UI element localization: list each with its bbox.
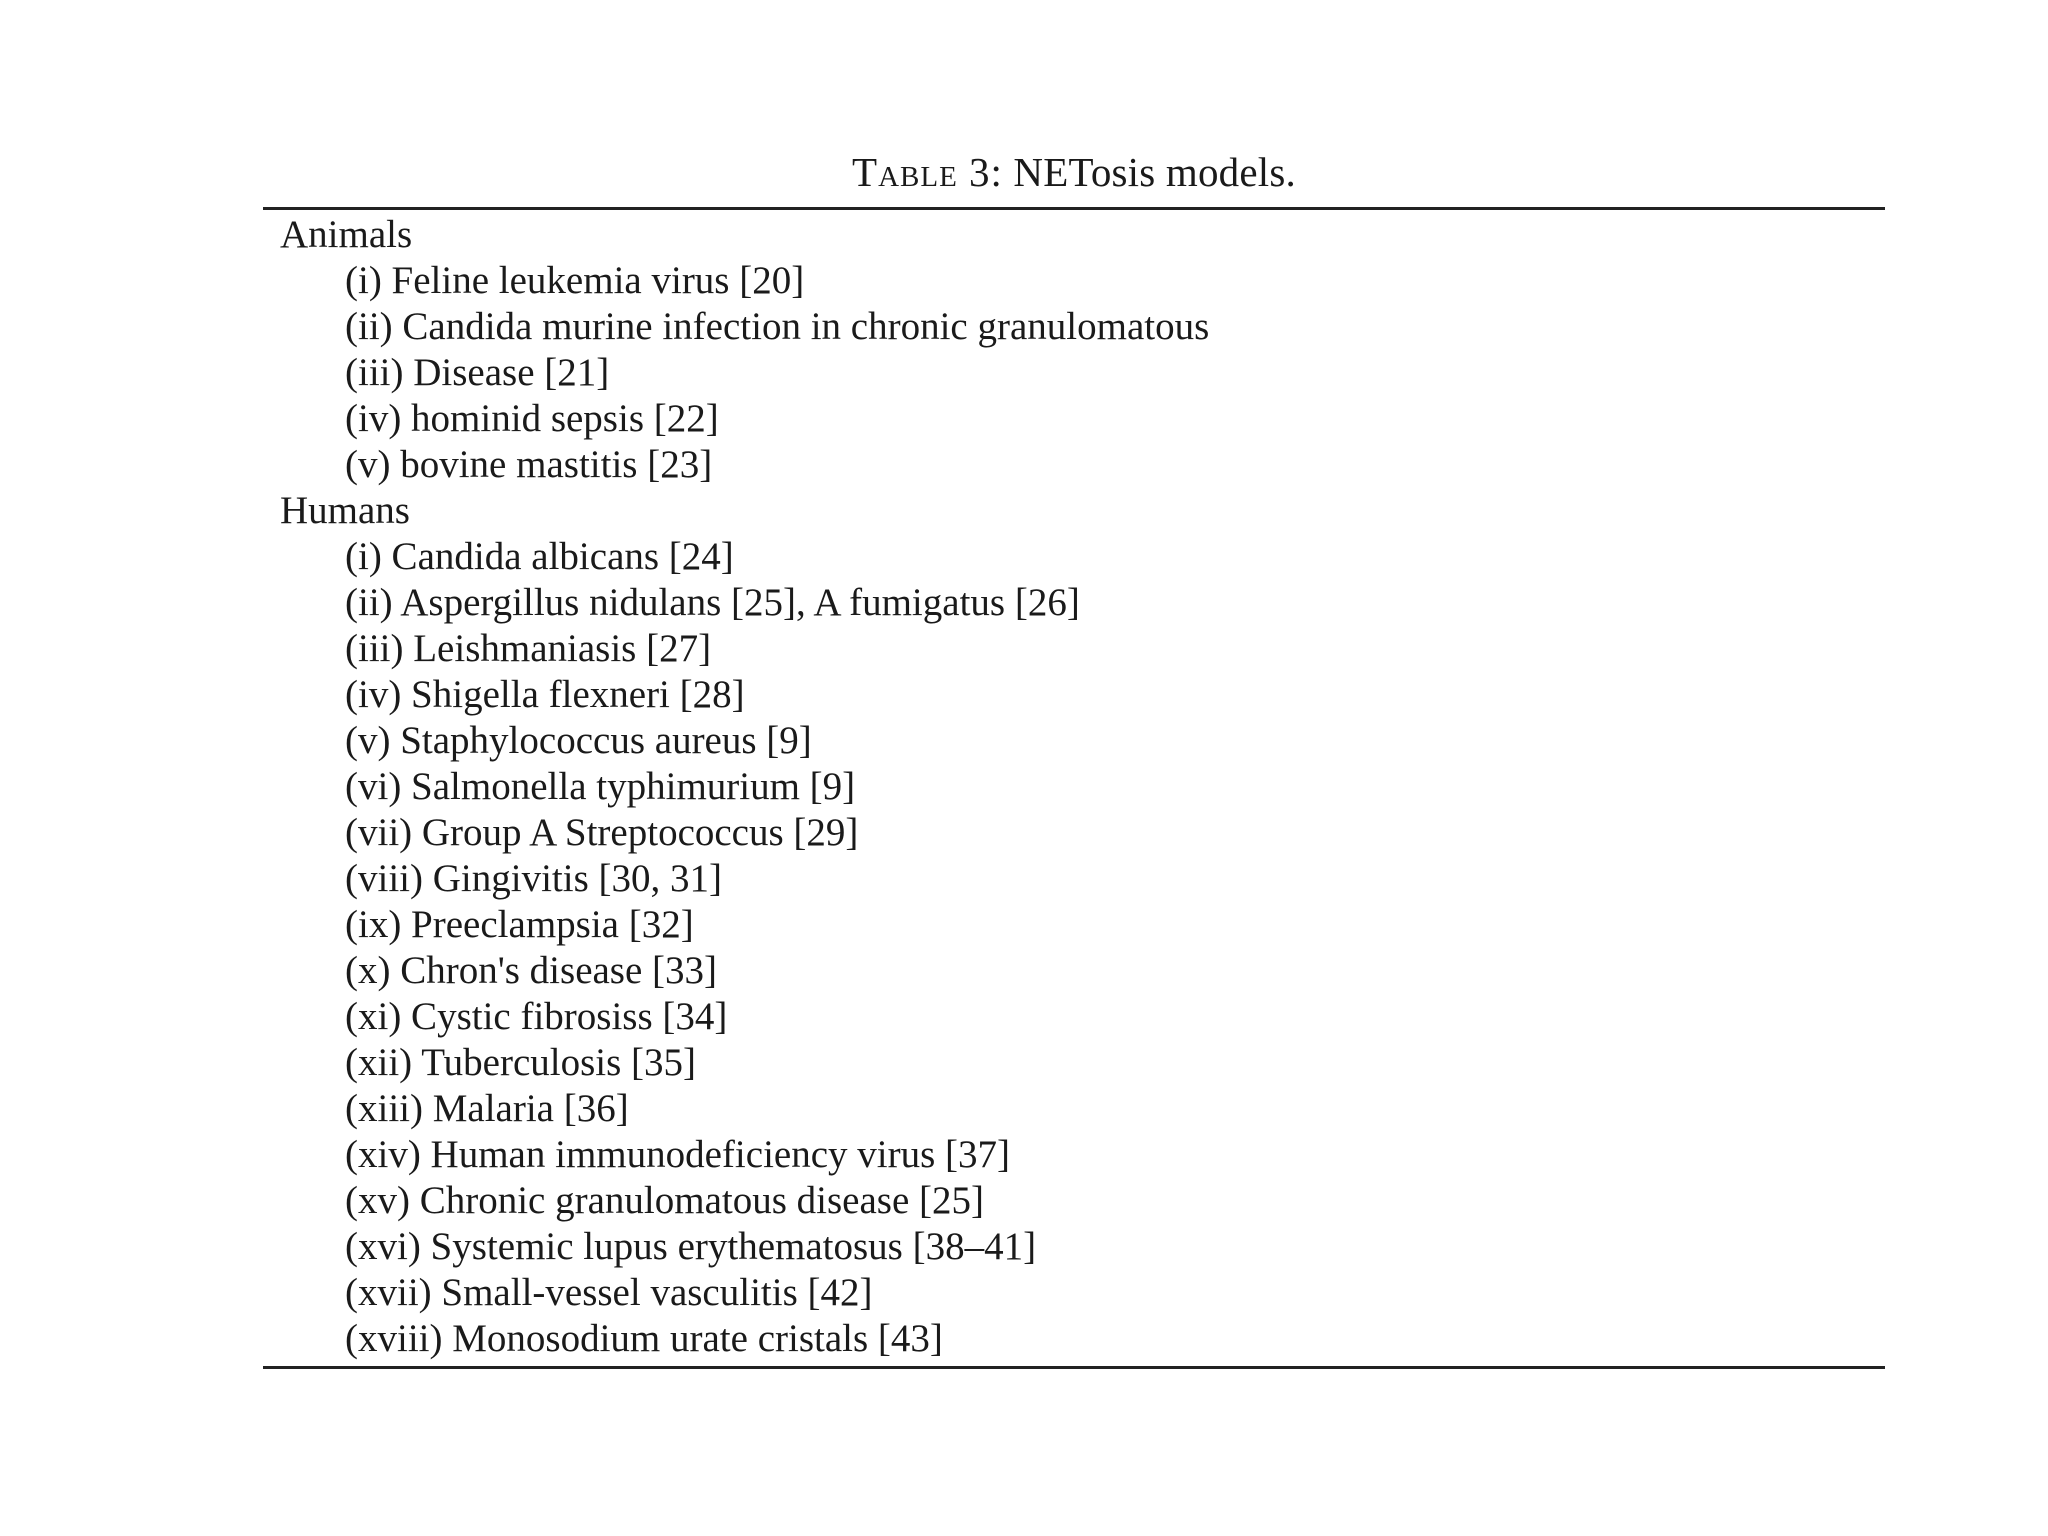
human-item: (ix) Preeclampsia [32]	[345, 903, 694, 946]
table-bottom-rule	[263, 1366, 1885, 1369]
human-item: (i) Candida albicans [24]	[345, 535, 734, 578]
human-item: (xiii) Malaria [36]	[345, 1087, 629, 1130]
human-item: (x) Chron's disease [33]	[345, 949, 718, 992]
human-item: (xvii) Small-vessel vasculitis [42]	[345, 1271, 873, 1314]
section-label-animals: Animals	[280, 213, 413, 256]
animal-item: (iv) hominid sepsis [22]	[345, 397, 719, 440]
human-item: (ii) Aspergillus nidulans [25], A fumigatus [26]	[345, 581, 1080, 624]
animal-item: (iii) Disease [21]	[345, 351, 610, 394]
section-label-humans: Humans	[280, 489, 410, 532]
human-item: (vii) Group A Streptococcus [29]	[345, 811, 859, 854]
human-item: (v) Staphylococcus aureus [9]	[345, 719, 812, 762]
human-item: (xviii) Monosodium urate cristals [43]	[345, 1317, 943, 1360]
netosis-models-table	[263, 140, 1885, 1369]
human-item: (viii) Gingivitis [30, 31]	[345, 857, 722, 900]
table-body	[263, 210, 1885, 1362]
human-item: (iv) Shigella flexneri [28]	[345, 673, 745, 716]
human-item: (xvi) Systemic lupus erythematosus [38–41]	[345, 1225, 1037, 1268]
human-item: (xii) Tuberculosis [35]	[345, 1041, 696, 1084]
table-caption-prefix: Table 3:	[852, 149, 1003, 195]
human-item: (xv) Chronic granulomatous disease [25]	[345, 1179, 985, 1222]
human-item: (vi) Salmonella typhimurium [9]	[345, 765, 856, 808]
animal-item: (v) bovine mastitis [23]	[345, 443, 713, 486]
animal-item: (i) Feline leukemia virus [20]	[345, 259, 805, 302]
human-item: (xi) Cystic fibrosiss [34]	[345, 995, 728, 1038]
human-item: (xiv) Human immunodeficiency virus [37]	[345, 1133, 1010, 1176]
table-caption-text: NETosis models.	[1013, 149, 1296, 195]
table-caption	[263, 140, 1885, 204]
animal-item: (ii) Candida murine infection in chronic granulomatous	[345, 305, 1210, 348]
human-item: (iii) Leishmaniasis [27]	[345, 627, 712, 670]
